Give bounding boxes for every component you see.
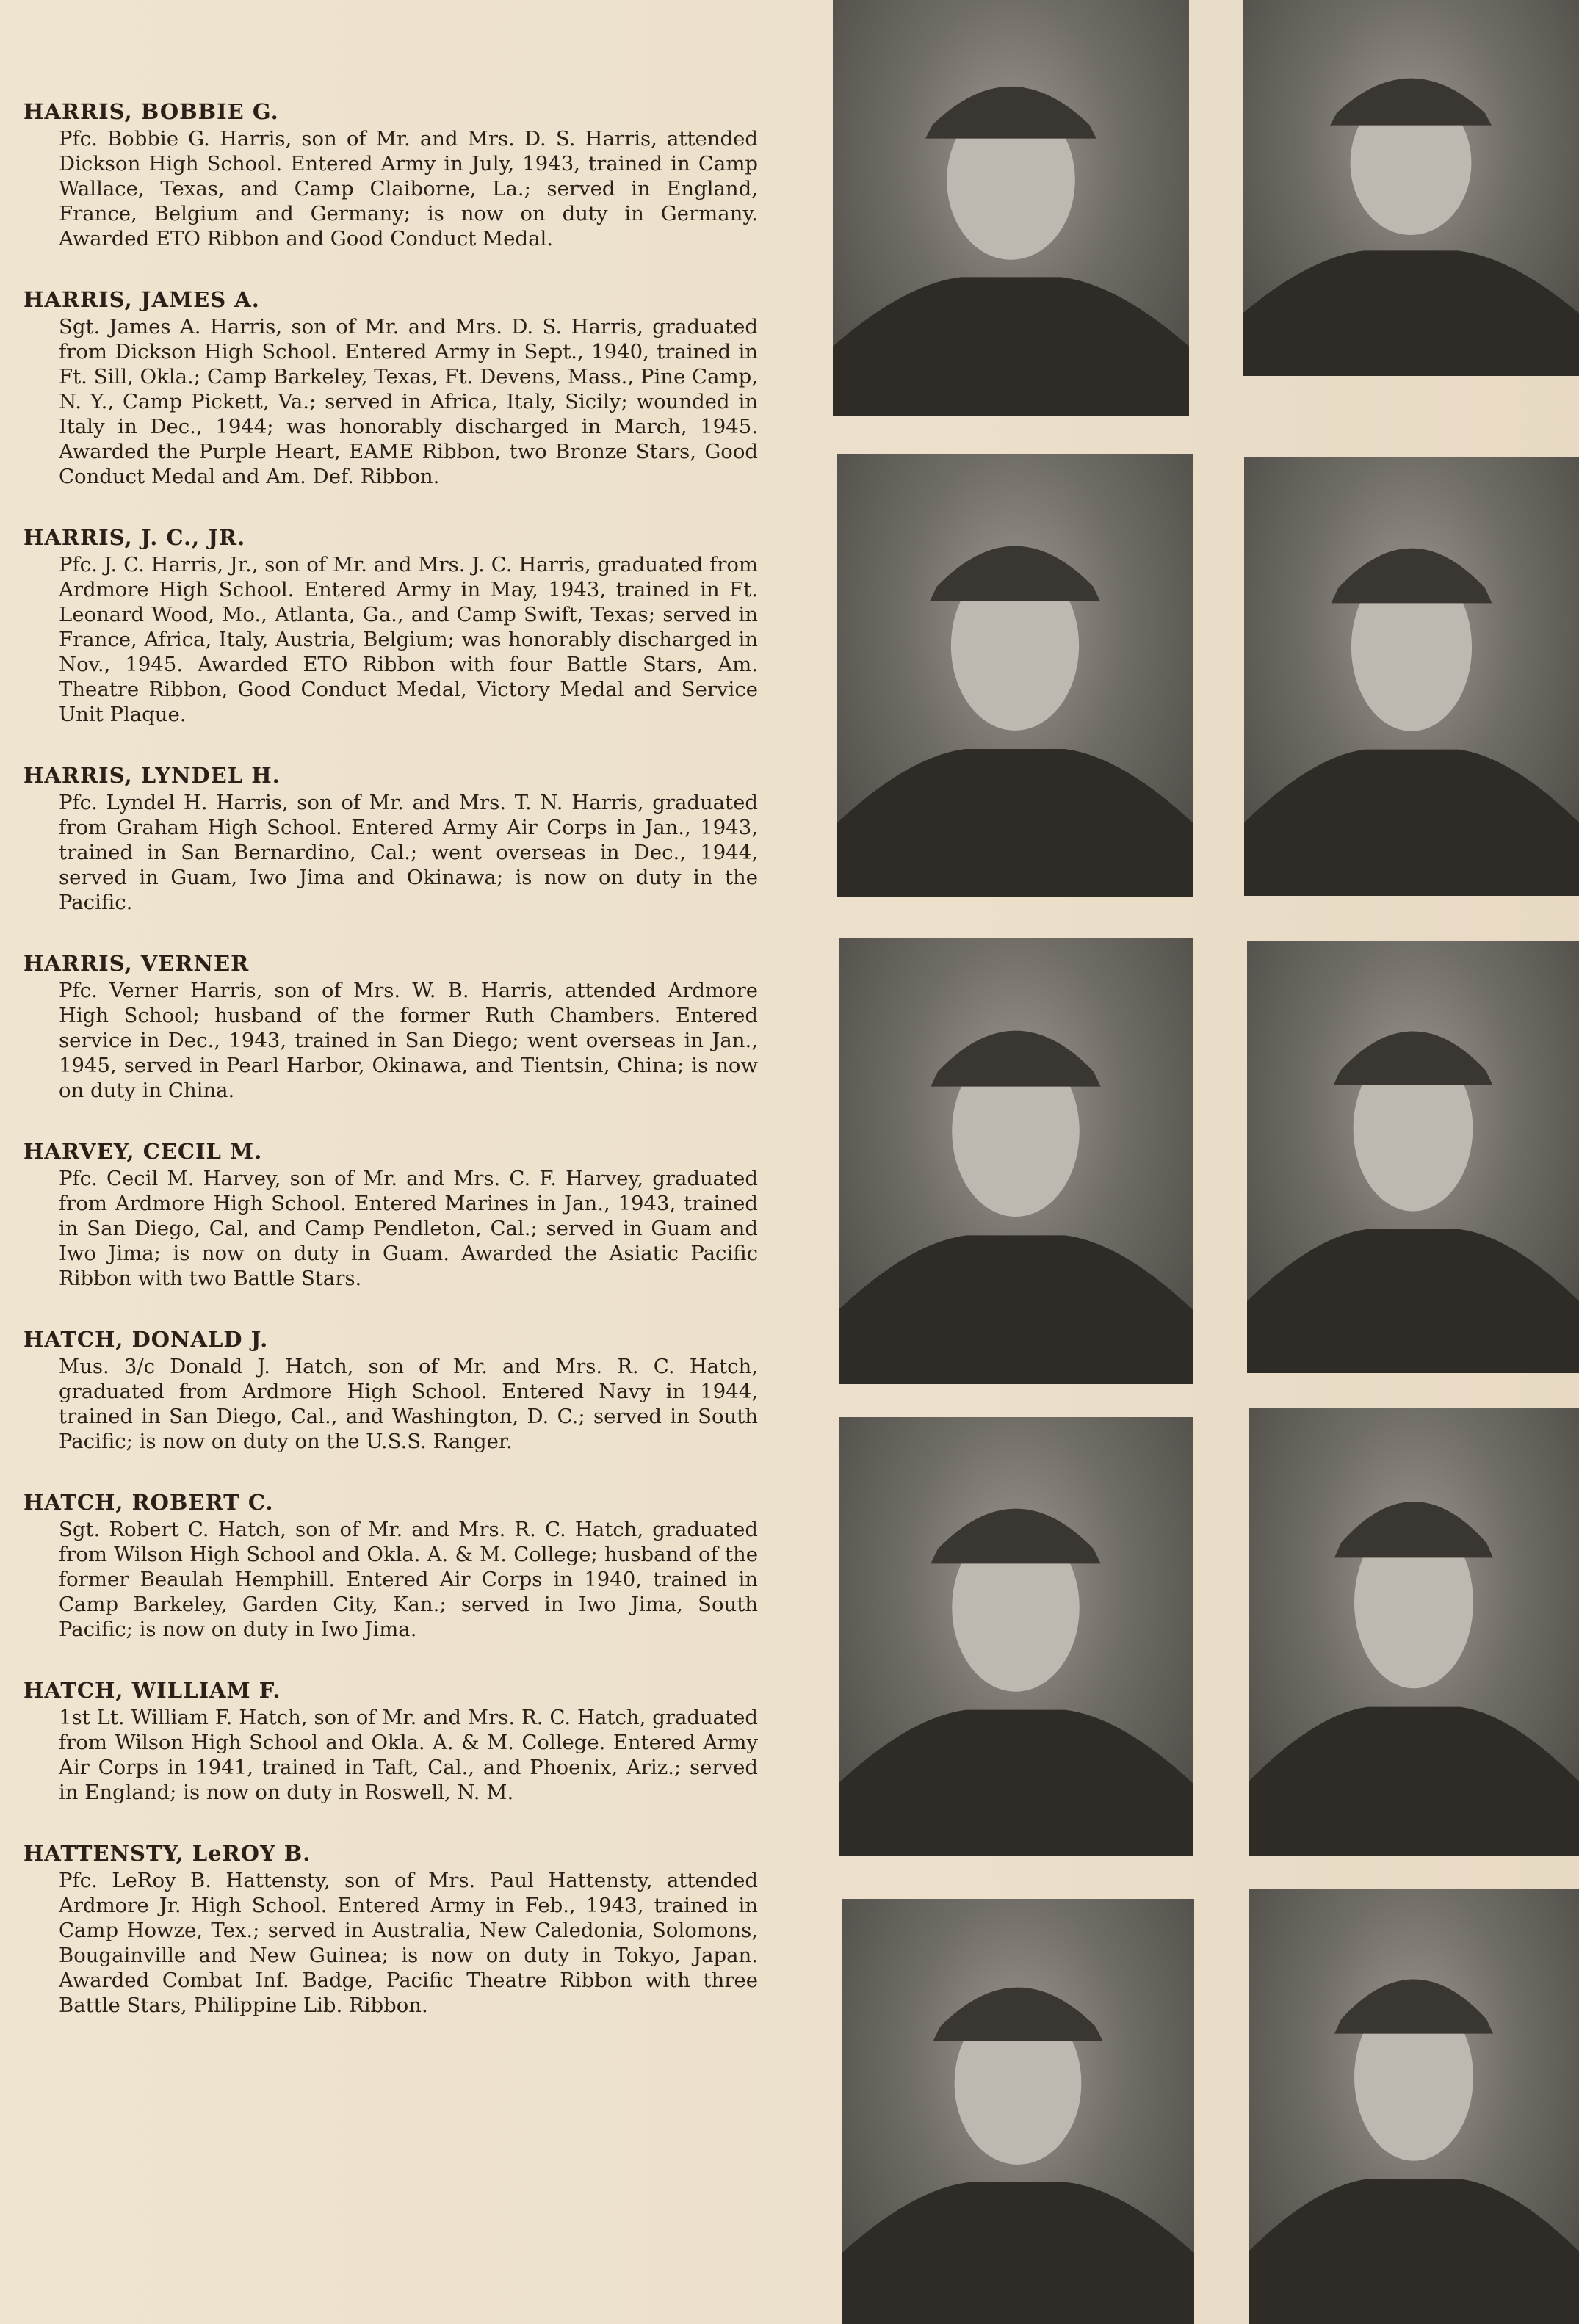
entry-hatch-william (24, 1677, 758, 1805)
portrait-silhouette (839, 1417, 1193, 1856)
portrait-silhouette (1249, 1889, 1579, 2324)
entry-harvey-cecil (24, 1138, 758, 1291)
entry-harris-verner (24, 950, 758, 1103)
uniform-shape (1249, 2179, 1579, 2324)
portrait-silhouette (842, 1899, 1194, 2324)
portrait-silhouette (1243, 0, 1579, 376)
portrait-silhouette (833, 0, 1189, 416)
entry-name: HATCH, ROBERT C. (24, 1490, 274, 1515)
cap-shape (925, 87, 1096, 139)
entry-name: HARRIS, JAMES A. (24, 287, 260, 312)
cap-shape (1332, 549, 1492, 604)
cap-shape (931, 1031, 1100, 1087)
uniform-shape (1244, 750, 1579, 896)
cap-shape (1334, 1980, 1493, 2034)
portrait-harris-bobbie (833, 0, 1189, 416)
entry-bio: Pfc. Cecil M. Harvey, son of Mr. and Mrs. C. F. Harvey, graduated from Ardmore High School. Entered Marines in Jan., 1943, trained in San Diego, Cal, and Camp Pendleton, Cal.; served in Guam and Iwo Jima; is now on duty in Guam. Awarded the Asiatic Pacific Ribbon with two Battle Stars. (59, 1167, 758, 1290)
entry-harris-lyndel (24, 762, 758, 915)
cap-shape (933, 1988, 1102, 2041)
uniform-shape (1249, 1707, 1579, 1856)
entry-name: HATCH, DONALD J. (24, 1327, 269, 1352)
entry-hatch-robert (24, 1489, 758, 1642)
portrait-silhouette (1244, 457, 1579, 896)
cap-shape (930, 546, 1100, 601)
portrait-hatch-donald (839, 1417, 1193, 1856)
entry-bio: Sgt. Robert C. Hatch, son of Mr. and Mrs. R. C. Hatch, graduated from Wilson High School and Okla. A. & M. College; husband of the former Beaulah Hemphill. Entered Air Corps in 1940, trained in Camp Barkeley, Garden City, Kan.; served in Iwo Jima, South Pacific; is now on duty in Iwo Jima. (59, 1518, 758, 1641)
cap-shape (1334, 1502, 1493, 1557)
entry-name: HATTENSTY, LeROY B. (24, 1841, 311, 1866)
entry-name: HARRIS, VERNER (24, 951, 250, 976)
uniform-shape (837, 749, 1193, 897)
portrait-harris-james (1243, 0, 1579, 376)
entry-name: HARRIS, J. C., JR. (24, 525, 246, 550)
portrait-harvey-cecil (1247, 941, 1579, 1373)
entry-name: HARRIS, BOBBIE G. (24, 99, 279, 124)
uniform-shape (839, 1235, 1193, 1384)
uniform-shape (842, 2182, 1194, 2324)
portrait-hattensty-leroy (1249, 1889, 1579, 2324)
portrait-silhouette (839, 938, 1193, 1384)
portrait-silhouette (1249, 1408, 1579, 1856)
portrait-harris-lyndel (1244, 457, 1579, 896)
entry-bio: 1st Lt. William F. Hatch, son of Mr. and Mrs. R. C. Hatch, graduated from Wilson High School and Okla. A. & M. College. Entered Army Air Corps in 1941, trained in Taft, Cal., and Phoenix, Ariz.; served in England; is now on duty in Roswell, N. M. (59, 1706, 758, 1804)
portrait-harris-jc (837, 454, 1193, 897)
uniform-shape (1247, 1229, 1579, 1373)
portrait-hatch-robert (1249, 1408, 1579, 1856)
entry-hatch-donald (24, 1326, 758, 1454)
entry-bio: Pfc. J. C. Harris, Jr., son of Mr. and Mrs. J. C. Harris, graduated from Ardmore High School. Entered Army in May, 1943, trained in Ft. Leonard Wood, Mo., Atlanta, Ga., and Camp Swift, Texas; served in France, Africa, Italy, Austria, Belgium; was honorably discharged in Nov., 1945. Awarded ETO Ribbon with four Battle Stars, Am. Theatre Ribbon, Good Conduct Medal, Victory Medal and Service Unit Plaque. (59, 553, 758, 726)
portrait-harris-verner (839, 938, 1193, 1384)
entry-bio: Sgt. James A. Harris, son of Mr. and Mrs. D. S. Harris, graduated from Dickson High School. Entered Army in Sept., 1940, trained in Ft. Sill, Okla.; Camp Barkeley, Texas, Ft. Devens, Mass., Pine Camp, N. Y., Camp Pickett, Va.; served in Africa, Italy, Sicily; wounded in Italy in Dec., 1944; was honorably discharged in March, 1945. Awarded the Purple Heart, EAME Ribbon, two Bronze Stars, Good Conduct Medal and Am. Def. Ribbon. (59, 315, 758, 488)
entry-bio: Pfc. Lyndel H. Harris, son of Mr. and Mrs. T. N. Harris, graduated from Graham High School. Entered Army Air Corps in Jan., 1943, trained in San Bernardino, Cal.; went overseas in Dec., 1944, served in Guam, Iwo Jima and Okinawa; is now on duty in the Pacific. (59, 791, 758, 914)
entry-bio: Pfc. Verner Harris, son of Mrs. W. B. Harris, attended Ardmore High School; husband of the former Ruth Chambers. Entered service in Dec., 1943, trained in San Diego; went overseas in Jan., 1945, served in Pearl Harbor, Okinawa, and Tientsin, China; is now on duty in China. (59, 979, 758, 1102)
entry-bio: Mus. 3/c Donald J. Hatch, son of Mr. and Mrs. R. C. Hatch, graduated from Ardmore High School. Entered Navy in 1944, trained in San Diego, Cal., and Washington, D. C.; served in South Pacific; is now on duty on the U.S.S. Ranger. (59, 1355, 758, 1453)
portrait-silhouette (837, 454, 1193, 897)
entry-bio: Pfc. Bobbie G. Harris, son of Mr. and Mrs. D. S. Harris, attended Dickson High School. Entered Army in July, 1943, trained in Camp Wallace, Texas, and Camp Claiborne, La.; served in England, France, Belgium and Germany; is now on duty in Germany. Awarded ETO Ribbon and Good Conduct Medal. (59, 127, 758, 250)
uniform-shape (833, 277, 1189, 416)
uniform-shape (1243, 250, 1579, 376)
entry-harris-bobbie (24, 98, 758, 251)
entry-bio: Pfc. LeRoy B. Hattensty, son of Mrs. Paul Hattensty, attended Ardmore Jr. High School. Entered Army in Feb., 1943, trained in Camp Howze, Tex.; served in Australia, New Caledonia, Solomons, Bougainville and New Guinea; is now on duty in Tokyo, Japan. Awarded Combat Inf. Badge, Pacific Theatre Ribbon with three Battle Stars, Philippine Lib. Ribbon. (59, 1869, 758, 2017)
entry-harris-jc (24, 524, 758, 727)
entry-harris-james (24, 286, 758, 489)
entry-name: HATCH, WILLIAM F. (24, 1678, 281, 1703)
portrait-hatch-william (842, 1899, 1194, 2324)
cap-shape (1330, 79, 1492, 126)
uniform-shape (839, 1710, 1193, 1856)
portrait-silhouette (1247, 941, 1579, 1373)
cap-shape (1334, 1032, 1493, 1086)
biography-column (24, 98, 758, 2053)
entry-hattensty-leroy (24, 1840, 758, 2018)
entry-name: HARVEY, CECIL M. (24, 1139, 263, 1164)
entry-name: HARRIS, LYNDEL H. (24, 763, 281, 788)
cap-shape (931, 1509, 1100, 1564)
